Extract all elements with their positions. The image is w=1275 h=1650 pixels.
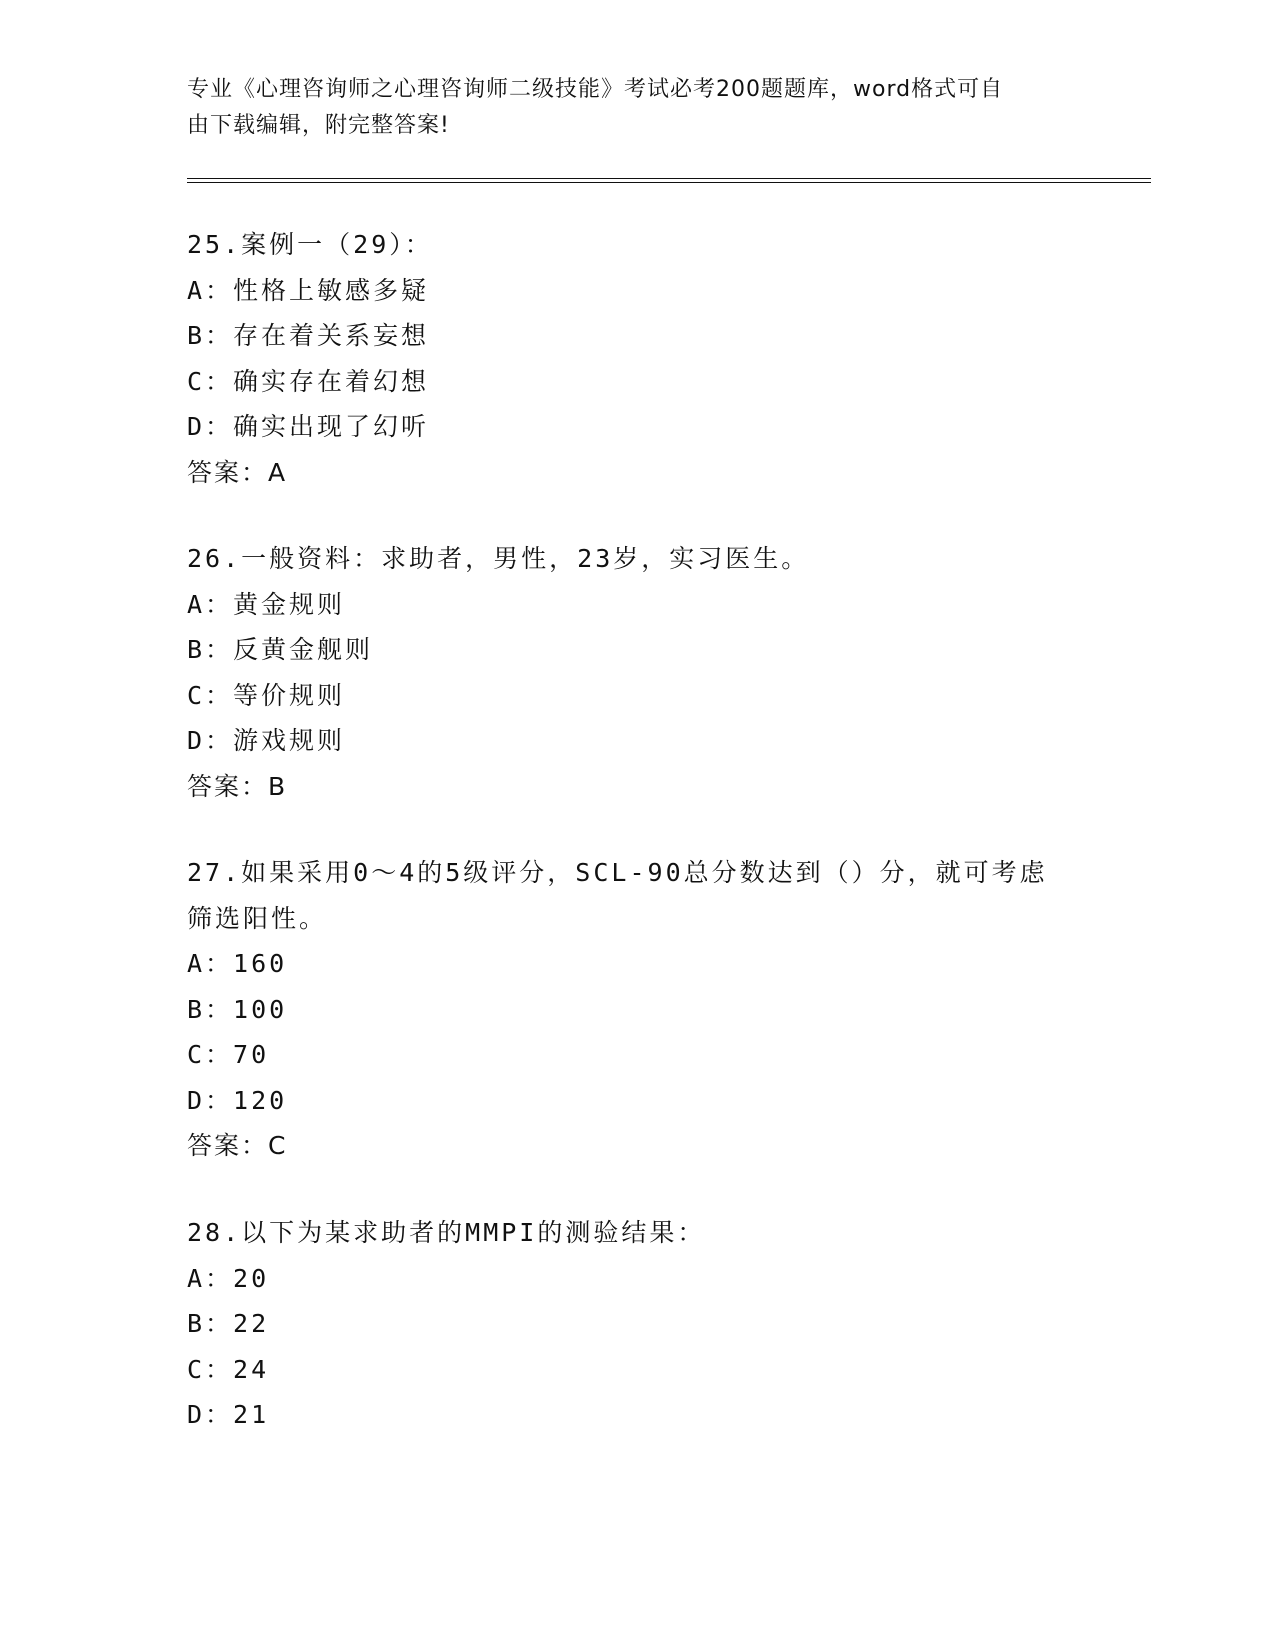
question-27	[187, 850, 1087, 1169]
document-header	[187, 72, 1087, 144]
question-stem: 28.以下为某求助者的MMPI的测验结果：	[187, 1218, 706, 1247]
option-d: D：21	[187, 1400, 270, 1429]
option-a: A：160	[187, 949, 288, 978]
option-c: C：24	[187, 1354, 270, 1384]
question-stem-continued: 筛选阳性。	[187, 903, 328, 933]
answer-line: 答案：C	[187, 1131, 288, 1160]
option-a: A：黄金规则	[187, 589, 346, 619]
header-divider	[187, 178, 1151, 183]
option-a: A：20	[187, 1263, 270, 1293]
option-b: B：存在着关系妄想	[187, 321, 430, 350]
option-b: B：22	[187, 1309, 270, 1338]
question-stem: 26.一般资料：求助者，男性，23岁，实习医生。	[187, 544, 810, 573]
answer-line: 答案：B	[187, 771, 288, 801]
question-25	[187, 222, 1087, 495]
question-stem: 25.案例一（29）：	[187, 230, 433, 259]
header-line-1: 专业《心理咨询师之心理咨询师二级技能》考试必考200题题库，word格式可自	[187, 77, 1004, 102]
option-d: D：120	[187, 1085, 288, 1115]
question-28	[187, 1210, 1087, 1438]
option-b: B：反黄金舰则	[187, 635, 374, 664]
option-a: A：性格上敏感多疑	[187, 275, 430, 305]
option-c: C：70	[187, 1040, 270, 1069]
option-d: D：游戏规则	[187, 726, 346, 755]
header-line-2: 由下载编辑，附完整答案!	[187, 113, 450, 138]
question-stem: 27.如果采用0～4的5级评分，SCL-90总分数达到（）分，就可考虑	[187, 858, 1048, 887]
option-c: C：等价规则	[187, 680, 346, 710]
option-d: D：确实出现了幻听	[187, 412, 430, 441]
option-c: C：确实存在着幻想	[187, 366, 430, 396]
option-b: B：100	[187, 994, 288, 1024]
question-26	[187, 536, 1087, 809]
answer-line: 答案：A	[187, 457, 288, 487]
